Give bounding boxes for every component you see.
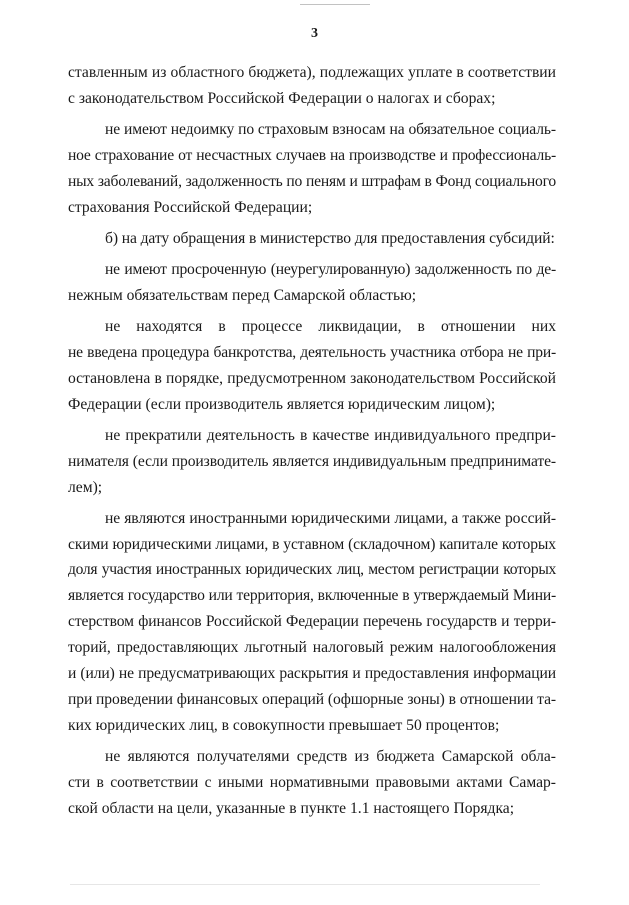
text-line: ное страхование от несчастных случаев на производстве и профессиональ-: [68, 146, 556, 164]
paragraph: [68, 744, 556, 822]
text-line: не имеют просроченную (неурегулированную) задолженность по де-: [105, 260, 556, 278]
paragraph: [68, 314, 556, 418]
text-line: б) на дату обращения в министерство для предоставления субсидий:: [105, 229, 555, 247]
text-line: при проведении финансовых операций (офшорные зоны) в отношении та-: [68, 690, 556, 708]
text-line: не имеют недоимку по страховым взносам на обязательное социаль-: [105, 121, 556, 138]
text-line: сти в соответствии с иными нормативными правовыми актами Самар-: [68, 773, 556, 791]
paragraph: [68, 506, 556, 739]
text-line: стерством финансов Российской Федерации перечень государств и терри-: [68, 613, 556, 631]
text-line: остановлена в порядке, предусмотренном законодательством Российской: [68, 369, 556, 387]
text-line: не являются иностранными юридическими лицами, а также россий-: [105, 509, 556, 527]
text-line: не введена процедура банкротства, деятельность участника отбора не при-: [68, 343, 556, 361]
paragraph: [68, 117, 556, 221]
text-line: нежным обязательствам перед Самарской областью;: [68, 286, 417, 304]
text-line: нимателя (если производитель является индивидуальным предпринимате-: [68, 452, 556, 470]
text-line: ких юридических лиц, в совокупности превышает 50 процентов;: [68, 716, 500, 734]
text-line: торий, предоставляющих льготный налоговый режим налогообложения: [68, 639, 556, 657]
paragraph: [68, 60, 556, 112]
paragraph: [68, 226, 556, 252]
text-line: страхования Российской Федерации;: [68, 198, 313, 216]
text-line: ных заболеваний, задолженность по пеням и штрафам в Фонд социального: [68, 172, 556, 190]
text-line: лем);: [68, 478, 103, 496]
text-line: ставленным из областного бюджета), подлежащих уплате в соответствии: [68, 64, 556, 81]
document-body: [68, 60, 556, 827]
scan-artifact-bottom: [70, 884, 540, 885]
paragraph: [68, 257, 556, 309]
text-line: доля участия иностранных юридических лиц, местом регистрации которых: [68, 561, 556, 579]
text-line: не находятся в процессе ликвидации, в отношении них: [105, 317, 556, 335]
text-line: не прекратили деятельность в качестве индивидуального предпри-: [105, 426, 556, 444]
text-line: ской области на цели, указанные в пункте 1.1 настоящего Порядка;: [68, 799, 515, 817]
text-line: является государство или территория, включенные в утверждаемый Мини-: [68, 587, 556, 605]
paragraph: [68, 423, 556, 501]
text-line: и (или) не предусматривающих раскрытия и предоставления информации: [68, 665, 556, 683]
text-line: не являются получателями средств из бюджета Самарской обла-: [105, 747, 556, 765]
page-number: 3: [311, 26, 318, 41]
text-line: Федерации (если производитель является юридическим лицом);: [68, 395, 496, 413]
text-line: скими юридическими лицами, в уставном (складочном) капитале которых: [68, 535, 556, 553]
scan-artifact-top: [300, 4, 370, 5]
text-line: с законодательством Российской Федерации о налогах и сборах;: [68, 89, 496, 107]
